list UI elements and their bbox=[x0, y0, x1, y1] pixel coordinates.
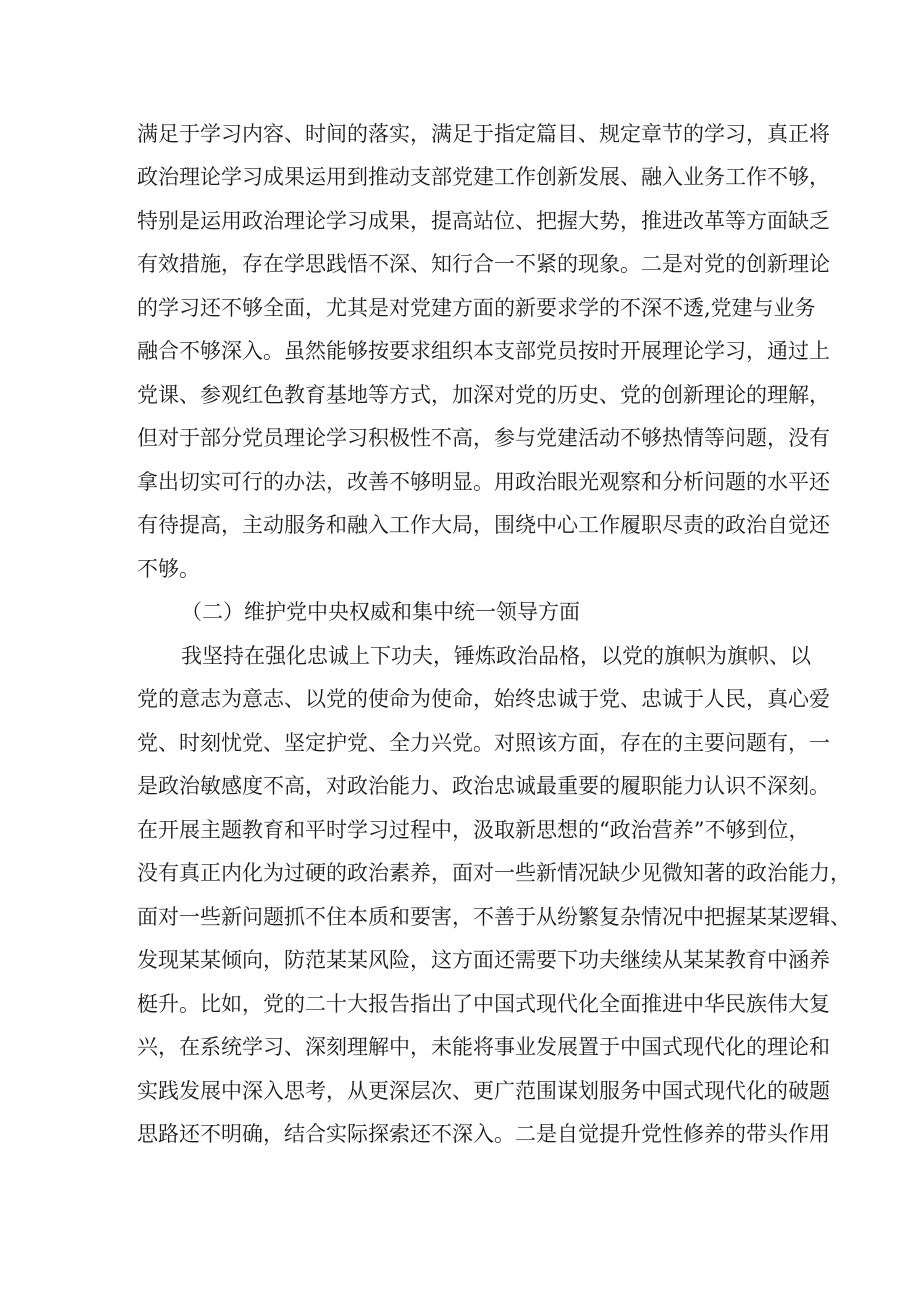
body-text-line: 党课、参观红色教育基地等方式，加深对党的历史、党的创新理论的理解， bbox=[137, 383, 830, 407]
body-text-line: 思路还不明确，结合实际探索还不深入。二是自觉提升党性修养的带头作用 bbox=[137, 1122, 830, 1146]
body-text-line: 实践发展中深入思考，从更深层次、更广范围谋划服务中国式现代化的破题 bbox=[137, 1079, 830, 1103]
body-text-line: 党、时刻忧党、坚定护党、全力兴党。对照该方面，存在的主要问题有，一 bbox=[137, 731, 830, 755]
body-text-line: 党的意志为意志、以党的使命为使命，始终忠诚于党、忠诚于人民，真心爱 bbox=[137, 687, 830, 711]
body-text-line: 满足于学习内容、时间的落实，满足于指定篇目、规定章节的学习，真正将 bbox=[137, 122, 830, 146]
body-text-line: 是政治敏感度不高，对政治能力、政治忠诚最重要的履职能力认识不深刻。 bbox=[137, 774, 830, 798]
body-text-line: 发现某某倾向，防范某某风险，这方面还需要下功夫继续从某某教育中涵养 bbox=[137, 948, 830, 972]
body-text-line: 拿出切实可行的办法，改善不够明显。用政治眼光观察和分析问题的水平还 bbox=[137, 470, 830, 494]
body-text-line: 的学习还不够全面，尤其是对党建方面的新要求学的不深不透,党建与业务 bbox=[137, 296, 816, 320]
body-text-line: 有待提高，主动服务和融入工作大局，围绕中心工作履职尽责的政治自觉还 bbox=[137, 513, 830, 537]
body-text-line: 但对于部分党员理论学习积极性不高，参与党建活动不够热情等问题，没有 bbox=[137, 426, 830, 450]
paragraph-first-line: 我坚持在强化忠诚上下功夫，锤炼政治品格，以党的旗帜为旗帜、以 bbox=[181, 644, 811, 668]
body-text-line: 不够。 bbox=[137, 557, 200, 581]
body-text-line: 没有真正内化为过硬的政治素养，面对一些新情况缺少见微知著的政治能力， bbox=[137, 861, 851, 885]
body-text-line: 融合不够深入。虽然能够按要求组织本支部党员按时开展理论学习，通过上 bbox=[137, 339, 830, 363]
body-text-line: 特别是运用政治理论学习成果，提高站位、把握大势，推进改革等方面缺乏 bbox=[137, 209, 830, 233]
body-text-line: 梃升。比如，党的二十大报告指出了中国式现代化全面推进中华民族伟大复 bbox=[137, 992, 830, 1016]
body-text-line: 有效措施，存在学思践悟不深、知行合一不紧的现象。二是对党的创新理论 bbox=[137, 252, 830, 276]
body-text-line: 政治理论学习成果运用到推动支部党建工作创新发展、融入业务工作不够， bbox=[137, 165, 830, 189]
body-text-line: 面对一些新问题抓不住本质和要害，不善于从纷繁复杂情况中把握某某逻辑、 bbox=[137, 905, 851, 929]
body-text-line: 兴，在系统学习、深刻理解中，未能将事业发展置于中国式现代化的理论和 bbox=[137, 1035, 830, 1059]
section-heading: （二）维护党中央权威和集中统一领导方面 bbox=[181, 600, 580, 624]
body-text-line: 在开展主题教育和平时学习过程中，汲取新思想的“政治营养”不够到位， bbox=[137, 818, 810, 842]
